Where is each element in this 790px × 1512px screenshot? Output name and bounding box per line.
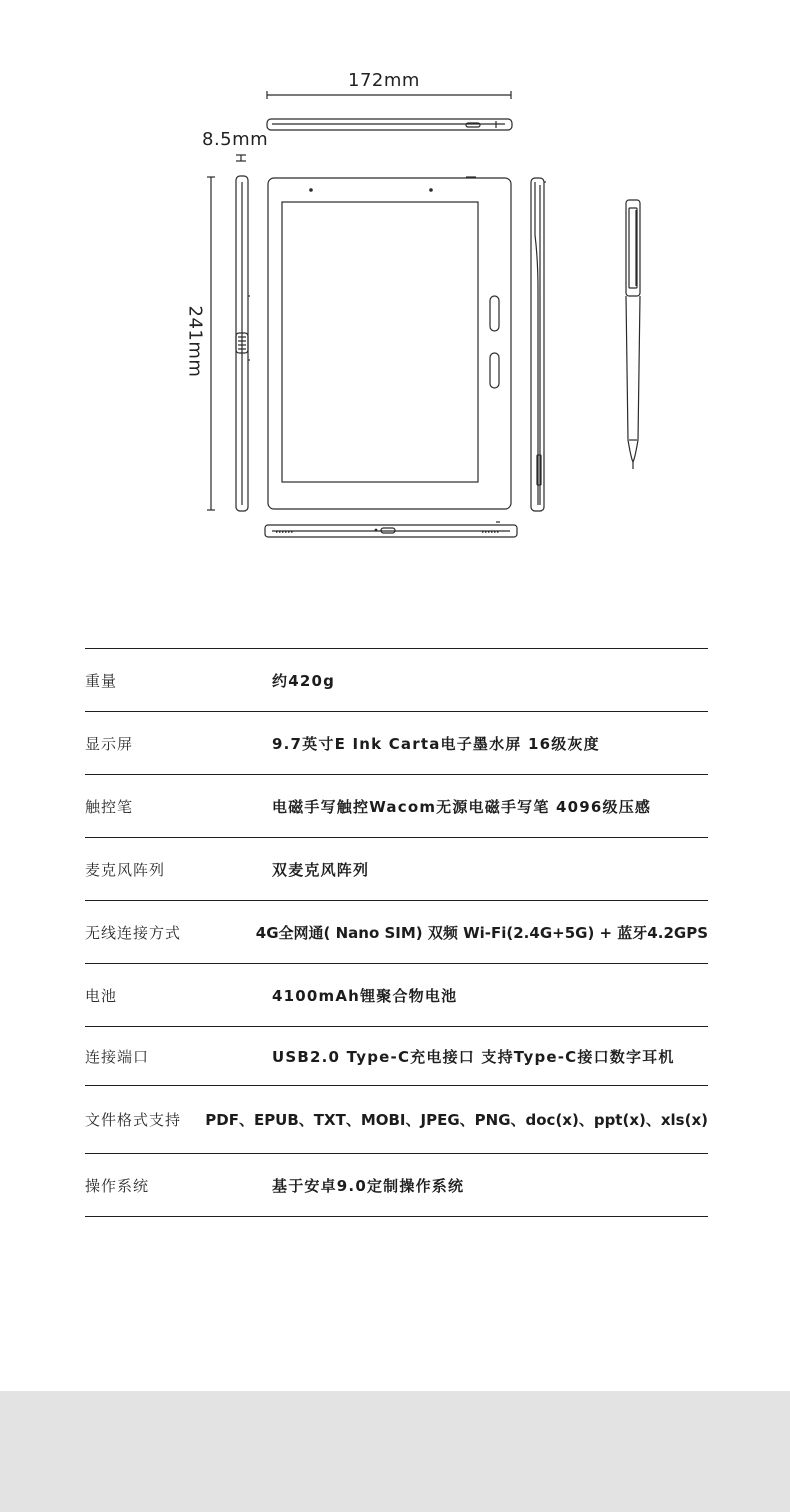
spec-value: 基于安卓9.0定制操作系统 xyxy=(272,1176,465,1195)
spec-row-weight xyxy=(85,649,708,712)
top-edge-view xyxy=(267,119,512,130)
left-side-view xyxy=(236,176,250,511)
spec-key: 显示屏 xyxy=(85,734,134,753)
spec-key: 电池 xyxy=(85,986,118,1005)
spec-row-ports xyxy=(85,1027,708,1086)
spec-table xyxy=(85,648,708,1217)
spec-value: 约420g xyxy=(272,671,336,690)
spec-key: 麦克风阵列 xyxy=(85,860,166,879)
spec-key: 连接端口 xyxy=(85,1047,150,1066)
spec-value: PDF、EPUB、TXT、MOBI、JPEG、PNG、doc(x)、ppt(x)、xls(x) xyxy=(205,1111,708,1129)
spec-key: 触控笔 xyxy=(85,797,134,816)
width-dimension-line xyxy=(267,91,511,99)
device-dimension-diagram xyxy=(0,0,790,600)
spec-row-os xyxy=(85,1154,708,1217)
spec-row-display xyxy=(85,712,708,775)
spec-key: 文件格式支持 xyxy=(85,1111,182,1129)
footer-band xyxy=(0,1391,790,1512)
spec-row-battery xyxy=(85,964,708,1027)
thickness-label: 8.5mm xyxy=(202,129,269,150)
spec-row-file-formats xyxy=(85,1086,708,1154)
spec-value: 双麦克风阵列 xyxy=(272,860,370,879)
spec-key: 重量 xyxy=(85,671,118,690)
height-dimension-line xyxy=(207,177,215,510)
spec-value: 4G全网通( Nano SIM) 双频 Wi-Fi(2.4G+5G) + 蓝牙4.2GPS xyxy=(255,923,708,942)
spec-row-microphone xyxy=(85,838,708,901)
bottom-edge-view xyxy=(265,522,517,537)
spec-value: 9.7英寸E Ink Carta电子墨水屏 16级灰度 xyxy=(272,734,600,753)
height-label: 241mm xyxy=(184,305,206,378)
spec-row-stylus xyxy=(85,775,708,838)
spec-value: 电磁手写触控Wacom无源电磁手写笔 4096级压感 xyxy=(272,797,652,816)
right-side-view xyxy=(531,178,546,511)
stylus-drawing xyxy=(626,200,640,469)
width-label: 172mm xyxy=(348,70,420,91)
thickness-dimension-line xyxy=(236,155,246,161)
spec-key: 无线连接方式 xyxy=(85,923,182,942)
spec-row-wireless xyxy=(85,901,708,964)
spec-value: 4100mAh锂聚合物电池 xyxy=(272,986,458,1005)
spec-key: 操作系统 xyxy=(85,1176,150,1195)
spec-value: USB2.0 Type-C充电接口 支持Type-C接口数字耳机 xyxy=(272,1047,675,1066)
front-view xyxy=(268,177,511,509)
